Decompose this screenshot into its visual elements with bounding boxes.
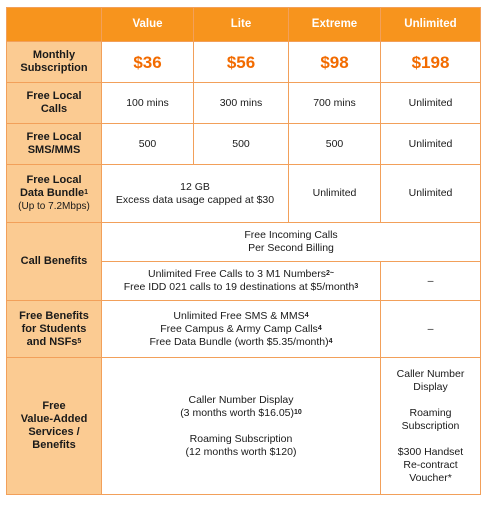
data-shared-line1: 12 GB	[180, 180, 210, 193]
students-line2-footnote-ref: 4	[317, 324, 322, 332]
price-value: $36	[102, 42, 194, 83]
students-line1: Unlimited Free SMS & MMS	[173, 309, 305, 322]
call-benefits-shared-line2: Free IDD 021 calls to 19 destinations at $5/month	[123, 281, 355, 293]
price-lite: $56	[194, 42, 289, 83]
data-extreme: Unlimited	[289, 165, 381, 223]
vas-unl-line7: Voucher*	[409, 471, 452, 484]
vas-footnote-ref: 10	[294, 408, 302, 416]
vas-unl-line4: Subscription	[401, 419, 460, 432]
price-unlimited: $198	[381, 42, 481, 83]
students-label-line3: and NSFs	[26, 335, 78, 348]
sms-label	[7, 124, 102, 165]
data-label	[7, 165, 102, 223]
students-label	[7, 301, 102, 358]
call-benefits-shared-cell	[102, 262, 381, 301]
vas-unl-line3: Roaming	[409, 406, 452, 419]
plan-header-unlimited: Unlimited	[381, 8, 481, 42]
sms-label-line2: SMS/MMS	[27, 144, 81, 156]
call-benefits-shared-line1: Unlimited Free Calls to 3 M1 Numbers	[148, 268, 326, 280]
vas-label-line4: Benefits	[32, 439, 76, 451]
call-benefits-row-1	[7, 223, 481, 262]
data-label-line1: Free Local	[26, 174, 82, 186]
subscription-label-line1: Monthly	[32, 49, 76, 61]
vas-row	[7, 358, 481, 495]
calls-label-line1: Free Local	[26, 90, 82, 102]
subscription-row	[7, 42, 481, 83]
sms-lite: 500	[194, 124, 289, 165]
subscription-label-line2: Subscription	[20, 62, 88, 74]
vas-label-line2: Value-Added	[20, 413, 88, 425]
call-benefits-footnote-ref-2: 3	[354, 283, 359, 290]
sms-row	[7, 124, 481, 165]
data-unlimited: Unlimited	[381, 165, 481, 223]
calls-extreme: 700 mins	[289, 83, 381, 124]
header-corner-cell	[7, 8, 102, 42]
plan-header-extreme: Extreme	[289, 8, 381, 42]
calls-unlimited: Unlimited	[381, 83, 481, 124]
price-extreme: $98	[289, 42, 381, 83]
vas-unl-line5: $300 Handset	[397, 445, 464, 458]
data-shared-line2: Excess data usage capped at $30	[115, 193, 275, 206]
students-shared-cell	[102, 301, 381, 358]
vas-unl-spacer-2	[384, 433, 477, 446]
students-line3: Free Data Bundle (worth $5.35/month)	[149, 335, 329, 348]
data-footnote-ref: 1	[84, 189, 89, 196]
calls-row	[7, 83, 481, 124]
plan-header-row	[7, 8, 481, 42]
students-label-line2: for Students	[21, 322, 87, 335]
students-line2: Free Campus & Army Camp Calls	[160, 322, 318, 335]
sms-label-line1: Free Local	[26, 131, 82, 143]
students-unlimited: –	[381, 301, 481, 358]
calls-lite: 300 mins	[194, 83, 289, 124]
students-line3-footnote-ref: 4	[328, 337, 333, 345]
vas-label-line3: Services /	[28, 426, 80, 438]
sms-unlimited: Unlimited	[381, 124, 481, 165]
calls-label	[7, 83, 102, 124]
plan-header-lite: Lite	[194, 8, 289, 42]
call-benefits-footnote-ref-1: 2~	[326, 270, 334, 277]
plan-header-value: Value	[102, 8, 194, 42]
call-benefits-all-cell	[102, 223, 481, 262]
data-label-line2: Data Bundle	[19, 187, 85, 199]
sms-value: 500	[102, 124, 194, 165]
plans-comparison-table	[6, 7, 481, 495]
call-benefits-all-line2: Per Second Billing	[248, 242, 334, 254]
call-benefits-label: Call Benefits	[7, 223, 102, 301]
vas-label	[7, 358, 102, 495]
vas-shared-line2: (3 months worth $16.05)	[180, 406, 294, 419]
vas-shared-cell	[102, 358, 381, 495]
data-shared-cell	[102, 165, 289, 223]
vas-unlimited-cell	[381, 358, 481, 495]
vas-shared-spacer	[105, 420, 377, 433]
vas-unl-spacer-1	[384, 394, 477, 407]
vas-shared-line1: Caller Number Display	[188, 393, 294, 406]
calls-value: 100 mins	[102, 83, 194, 124]
call-benefits-unlimited: –	[381, 262, 481, 301]
data-row	[7, 165, 481, 223]
students-footnote-ref: 5	[77, 337, 82, 345]
data-label-line3: (Up to 7.2Mbps)	[18, 201, 90, 212]
vas-label-line1: Free	[42, 400, 66, 412]
vas-shared-line3: Roaming Subscription	[189, 432, 293, 445]
vas-unl-line2: Display	[413, 380, 448, 393]
vas-unl-line6: Re-contract	[403, 458, 458, 471]
students-label-line1: Free Benefits	[19, 309, 89, 322]
subscription-label	[7, 42, 102, 83]
students-row	[7, 301, 481, 358]
vas-shared-line4: (12 months worth $120)	[185, 445, 297, 458]
students-line1-footnote-ref: 4	[304, 311, 309, 319]
call-benefits-all-line1: Free Incoming Calls	[244, 229, 338, 241]
calls-label-line2: Calls	[40, 103, 68, 115]
sms-extreme: 500	[289, 124, 381, 165]
vas-unl-line1: Caller Number	[396, 367, 465, 380]
